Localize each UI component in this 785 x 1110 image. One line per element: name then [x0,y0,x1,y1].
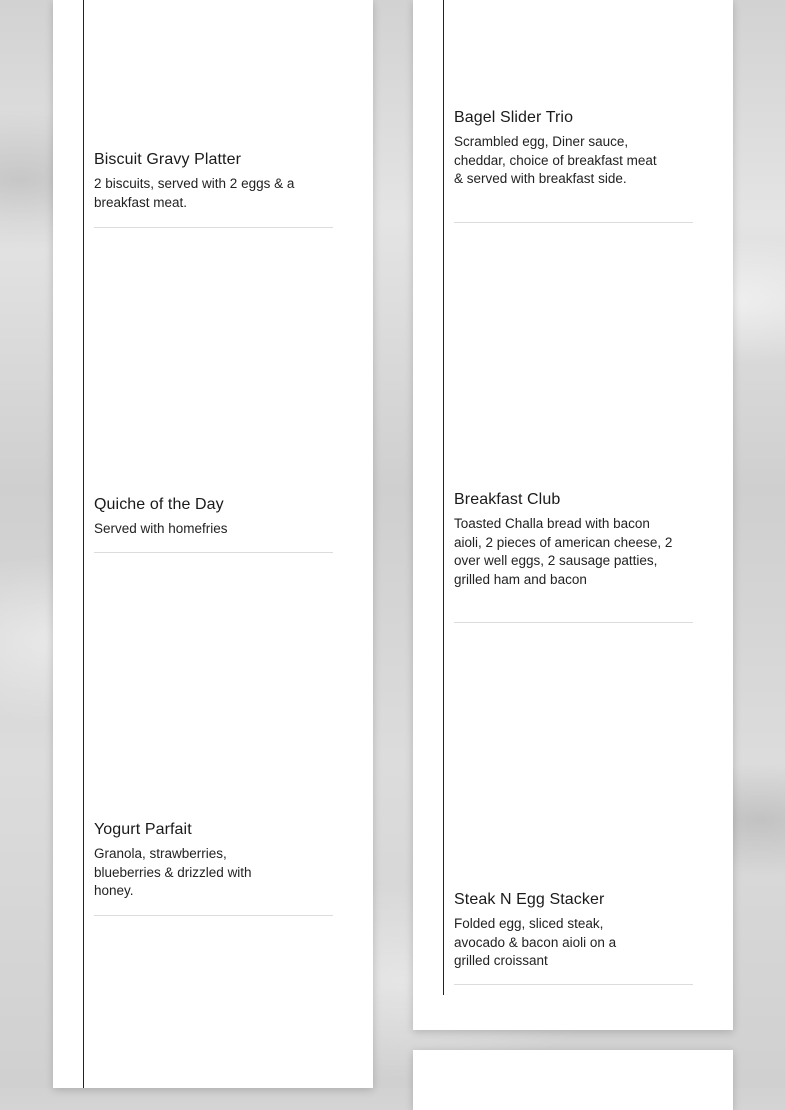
menu-item-steak-n-egg-stacker[interactable] [454,890,693,985]
menu-item-title: Biscuit Gravy Platter [94,151,242,168]
menu-item-description: Served with homefries [94,521,228,536]
menu-item-title: Steak N Egg Stacker [454,891,605,908]
menu-item-description: Scrambled egg, Diner sauce, cheddar, choice of breakfast meat & served with breakfast side. [454,134,657,186]
menu-item-yogurt-parfait[interactable] [94,820,333,916]
menu-item-biscuit-gravy-platter[interactable] [94,150,333,228]
menu-panel-next [413,1050,733,1110]
column-divider-right [443,0,444,995]
menu-item-description: Toasted Challa bread with bacon aioli, 2 pieces of american cheese, 2 over well eggs, 2 sausage patties, grilled ham and bacon [454,516,673,587]
menu-item-bagel-slider-trio[interactable] [454,108,693,223]
column-divider-left [83,0,84,1088]
menu-item-quiche-of-the-day[interactable] [94,495,333,553]
menu-item-title: Yogurt Parfait [94,821,192,838]
menu-item-description: Granola, strawberries, blueberries & drizzled with honey. [94,846,252,898]
menu-item-title: Bagel Slider Trio [454,109,574,126]
menu-item-description: 2 biscuits, served with 2 eggs & a breakfast meat. [94,176,295,210]
menu-item-breakfast-club[interactable] [454,490,693,623]
menu-item-title: Breakfast Club [454,491,561,508]
menu-item-description: Folded egg, sliced steak, avocado & bacon aioli on a grilled croissant [454,916,617,968]
menu-item-title: Quiche of the Day [94,496,224,513]
